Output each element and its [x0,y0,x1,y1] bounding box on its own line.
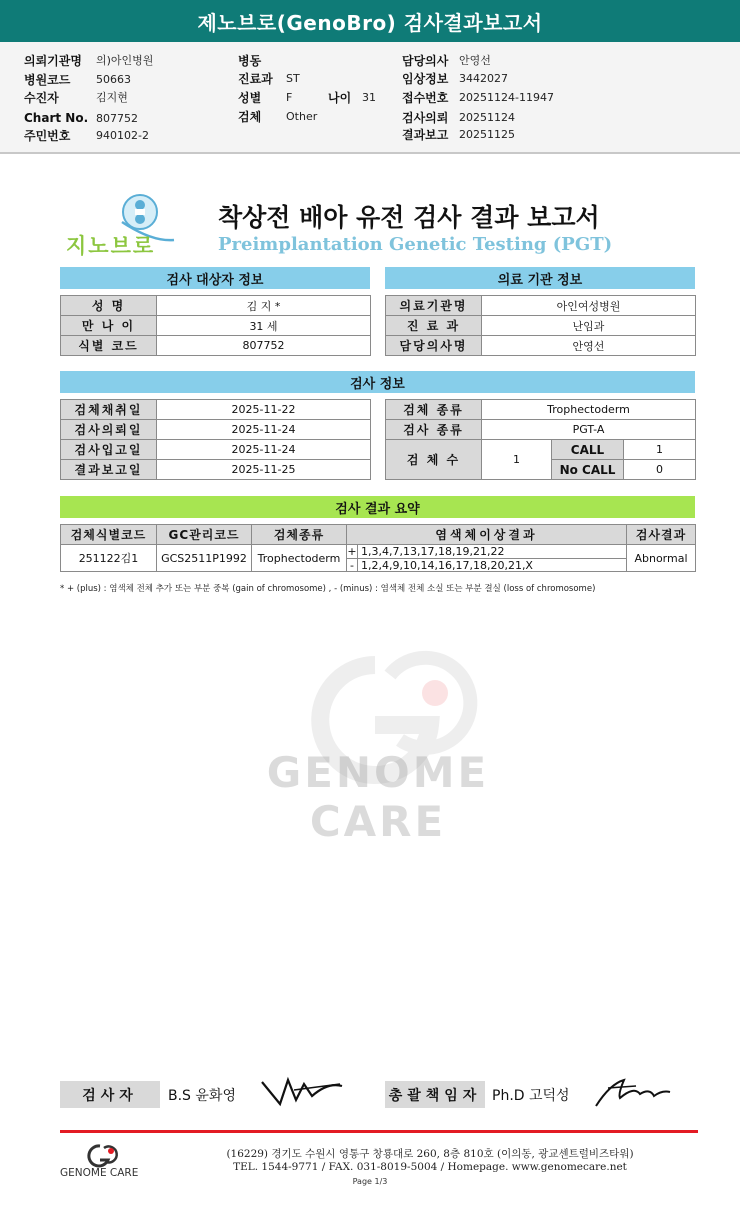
summary-col-gc-code: GC관리코드 [157,525,252,545]
summary-col-sample-id: 검체식별코드 [61,525,157,545]
summary-col-result: 검사결과 [627,525,696,545]
meta-resident-no [24,126,149,144]
summary-section-header: 검사 결과 요약 [60,496,695,518]
collected-date-label: 검체채취일 [61,400,157,420]
meta-department-value: ST [286,71,300,85]
subject-name-value: 김 지 * [157,296,371,316]
meta-clinical [402,69,508,87]
summary-specimen: Trophectoderm [252,545,347,572]
summary-footnote: * + (plus) : 염색체 전체 추가 또는 부분 중복 (gain of chromosome) , - (minus) : 염색체 전체 소실 또는 부분 결실 (loss of chromosome) [60,584,596,594]
nocall-value: 0 [624,460,696,480]
reported-date-value: 2025-11-25 [157,460,371,480]
gain-line [347,545,626,558]
nocall-label: No CALL [552,460,624,480]
meta-specimen-value: Other [286,109,318,123]
meta-clinical-label: 임상정보 [402,71,449,86]
report-title: 착상전 배아 유전 검사 결과 보고서 [218,203,600,232]
meta-hospital-code [24,70,131,88]
meta-hospital-code-value: 50663 [96,72,131,86]
footer-divider [60,1130,698,1133]
requested-date-label: 검사의뢰일 [61,420,157,440]
institution-name-label: 의료기관명 [386,296,482,316]
meta-specimen-label: 검체 [238,109,262,124]
meta-institution-label: 의뢰기관명 [24,53,82,68]
meta-chart-no [24,109,138,127]
specimen-count-label: 검 체 수 [386,440,482,480]
tester-signature-icon [258,1074,348,1108]
meta-sex [238,88,293,106]
footer-address: (16229) 경기도 수원시 영통구 창룡대로 260, 8층 810호 (이의동, 광교센트럴비즈타워) [226,1148,634,1160]
test-info-section-header: 검사 정보 [60,371,695,393]
subject-section-header: 검사 대상자 정보 [60,267,370,289]
meta-doctor [402,51,491,69]
director-signature-icon [590,1074,674,1110]
meta-age-value: 31 [362,90,376,104]
call-label: CALL [552,440,624,460]
meta-clinical-value: 3442027 [459,71,508,85]
table-row [61,400,371,420]
loss-chromosomes: 1,2,4,9,10,14,16,17,18,20,21,X [361,559,533,572]
watermark-text: GENOME CARE [266,748,490,846]
meta-sex-label: 성별 [238,90,262,105]
loss-sign: - [347,559,358,571]
test-type-label: 검사 종류 [386,420,482,440]
collected-date-value: 2025-11-22 [157,400,371,420]
report-subtitle: Preimplantation Genetic Testing (PGT) [218,234,613,255]
summary-table [60,524,696,572]
subject-name-label: 성 명 [61,296,157,316]
institution-doctor-label: 담당의사명 [386,336,482,356]
table-row [61,440,371,460]
page-number: Page 1/3 [352,1177,388,1186]
specimen-count-value: 1 [482,440,552,480]
meta-report-label: 결과보고 [402,127,449,142]
meta-department-label: 진료과 [238,71,273,86]
table-row [61,460,371,480]
meta-specimen [238,107,318,125]
table-row [386,336,696,356]
subject-table [60,295,371,356]
summary-sample-id: 251122김1 [61,545,157,572]
subject-id-value: 807752 [157,336,371,356]
meta-request-value: 20251124 [459,110,515,124]
meta-receipt [402,88,554,106]
gain-chromosomes: 1,3,4,7,13,17,18,19,21,22 [361,545,505,558]
table-row [386,296,696,316]
meta-ward-label: 병동 [238,53,262,68]
genobro-logo-text: 지노브로 [66,234,156,258]
institution-name-value: 아인여성병원 [482,296,696,316]
meta-collector-label: 수진자 [24,90,59,105]
summary-col-chromosome: 염색체이상결과 [347,525,627,545]
meta-age-label: 나이 [328,90,352,105]
meta-collector-value: 김지현 [96,91,128,104]
meta-chart-no-label: Chart No. [24,111,89,125]
meta-resident-no-label: 주민번호 [24,128,71,143]
table-row [61,296,371,316]
meta-institution [24,51,154,69]
received-date-value: 2025-11-24 [157,440,371,460]
footer-logo-text: GENOME CARE [60,1167,139,1179]
requested-date-value: 2025-11-24 [157,420,371,440]
institution-doctor-value: 안영선 [482,336,696,356]
institution-dept-label: 진 료 과 [386,316,482,336]
footer-contact: TEL. 1544-9771 / FAX. 031-8019-5004 / Homepage. www.genomecare.net [233,1161,627,1173]
call-value: 1 [624,440,696,460]
director-name: Ph.D 고덕성 [492,1088,570,1104]
summary-result: Abnormal [627,545,696,572]
received-date-label: 검사입고일 [61,440,157,460]
test-type-value: PGT-A [482,420,696,440]
patient-meta-panel [0,42,740,154]
meta-report-value: 20251125 [459,127,515,141]
meta-doctor-value: 안영선 [459,54,491,67]
meta-collector [24,88,128,106]
meta-hospital-code-label: 병원코드 [24,72,71,87]
meta-report [402,125,515,143]
specimen-type-label: 검체 종류 [386,400,482,420]
institution-section-header: 의료 기관 정보 [385,267,695,289]
table-row [386,400,696,420]
table-row [61,545,696,572]
loss-line [347,558,626,571]
table-row [386,316,696,336]
institution-dept-value: 난임과 [482,316,696,336]
table-header-row [61,525,696,545]
table-row [61,336,371,356]
reported-date-label: 결과보고일 [61,460,157,480]
table-row [61,420,371,440]
meta-chart-no-value: 807752 [96,111,138,125]
tester-name: B.S 윤화영 [168,1088,236,1104]
test-specimen-table [385,399,696,480]
specimen-type-value: Trophectoderm [482,400,696,420]
meta-ward [238,51,261,69]
summary-col-specimen: 검체종류 [252,525,347,545]
meta-resident-no-value: 940102-2 [96,128,149,142]
meta-receipt-value: 20251124-11947 [459,90,554,104]
report-banner-title: 제노브로(GenoBro) 검사결과보고서 [0,0,740,42]
summary-gc-code: GCS2511P1992 [157,545,252,572]
meta-sex-value: F [286,90,293,104]
subject-age-label: 만 나 이 [61,316,157,336]
institution-table [385,295,696,356]
meta-request [402,108,515,126]
gain-sign: + [347,545,357,558]
meta-request-label: 검사의뢰 [402,110,449,125]
meta-department [238,69,300,87]
summary-chromosome-result [347,545,627,572]
director-label: 총괄책임자 [385,1081,485,1108]
meta-doctor-label: 담당의사 [402,53,449,68]
meta-receipt-label: 접수번호 [402,90,449,105]
test-dates-table [60,399,371,480]
table-row [61,316,371,336]
table-row [386,440,696,460]
subject-age-value: 31 세 [157,316,371,336]
subject-id-label: 식별 코드 [61,336,157,356]
meta-institution-value: 의)아인병원 [96,54,154,67]
tester-label: 검사자 [60,1081,160,1108]
table-row [386,420,696,440]
meta-age [328,88,376,106]
